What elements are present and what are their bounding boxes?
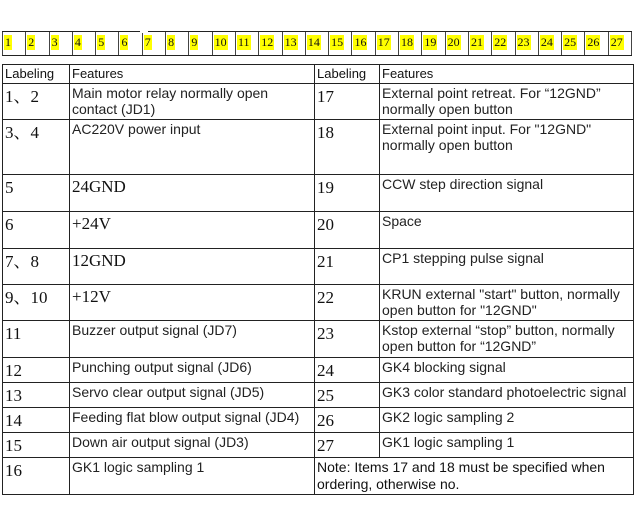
terminal-pin [258, 32, 281, 55]
terminal-pin [142, 32, 165, 55]
terminal-pin-number: 3 [51, 35, 58, 49]
terminal-pin [538, 32, 561, 55]
terminal-pin [468, 32, 491, 55]
right-label-cell: 27 [315, 433, 380, 458]
left-label-cell: 14 [3, 408, 70, 433]
strip-gap [140, 23, 148, 33]
terminal-pin [515, 32, 538, 55]
left-feature-cell: +24V [70, 212, 315, 249]
left-feature-cell: GK1 logic sampling 1 [70, 458, 315, 495]
table-header-row [3, 65, 634, 84]
terminal-pin-number: 19 [424, 35, 437, 49]
left-feature-cell: +12V [70, 285, 315, 321]
right-label-cell: 25 [315, 383, 380, 408]
table-row [3, 175, 634, 212]
terminal-pin-number: 8 [168, 35, 175, 49]
terminal-pin-number: 24 [540, 35, 553, 49]
terminal-pin-number: 9 [191, 35, 198, 49]
terminal-pin [421, 32, 444, 55]
right-label-cell: 22 [315, 285, 380, 321]
header-right-label: Labeling [315, 65, 380, 84]
terminal-pin [2, 32, 25, 55]
right-feature-cell: GK3 color standard photoelectric signal [380, 383, 634, 408]
table-row [3, 84, 634, 120]
terminal-pin [49, 32, 72, 55]
left-feature-cell: Feeding flat blow output signal (JD4) [70, 408, 315, 433]
right-feature-cell: External point input. For "12GND" normally open button [380, 120, 634, 175]
left-label-cell: 11 [3, 321, 70, 358]
terminal-pin [72, 32, 95, 55]
terminal-pin [584, 32, 607, 55]
terminal-pin [235, 32, 258, 55]
terminal-pin [188, 32, 211, 55]
right-label-cell: 20 [315, 212, 380, 249]
terminal-pin-number: 15 [331, 35, 344, 49]
table-row [3, 408, 634, 433]
terminal-pin-number: 21 [470, 35, 483, 49]
table-row [3, 285, 634, 321]
left-label-cell: 1、2 [3, 84, 70, 120]
table-row [3, 433, 634, 458]
terminal-pin-number: 6 [121, 35, 128, 49]
left-label-cell: 3、4 [3, 120, 70, 175]
terminal-pin-number: 5 [98, 35, 105, 49]
terminal-pin [398, 32, 421, 55]
right-label-cell: 24 [315, 358, 380, 383]
right-label-cell: 21 [315, 249, 380, 285]
right-feature-cell: Space [380, 212, 634, 249]
left-feature-cell: Down air output signal (JD3) [70, 433, 315, 458]
header-left-label: Labeling [3, 65, 70, 84]
right-label-cell: 19 [315, 175, 380, 212]
right-feature-cell: GK4 blocking signal [380, 358, 634, 383]
left-feature-cell: 12GND [70, 249, 315, 285]
terminal-pin [351, 32, 374, 55]
terminal-pin-number: 18 [401, 35, 414, 49]
terminal-pin [375, 32, 398, 55]
right-feature-cell: GK1 logic sampling 1 [380, 433, 634, 458]
terminal-pin [25, 32, 48, 55]
left-label-cell: 12 [3, 358, 70, 383]
left-feature-cell: AC220V power input [70, 120, 315, 175]
table-row [3, 120, 634, 175]
terminal-pin-number: 27 [610, 35, 623, 49]
table-row [3, 321, 634, 358]
terminal-pin-number: 23 [517, 35, 530, 49]
terminal-pin [118, 32, 141, 55]
left-feature-cell: Punching output signal (JD6) [70, 358, 315, 383]
terminal-pin-number: 14 [307, 35, 320, 49]
terminal-pin-number: 1 [5, 35, 11, 49]
table-row [3, 249, 634, 285]
left-label-cell: 13 [3, 383, 70, 408]
terminal-pin-number: 4 [74, 35, 81, 49]
terminal-pin-number: 25 [564, 35, 577, 49]
terminal-pin [95, 32, 118, 55]
terminal-pin-number: 13 [284, 35, 297, 49]
left-label-cell: 5 [3, 175, 70, 212]
right-label-cell: 17 [315, 84, 380, 120]
right-feature-cell: Kstop external “stop” button, normally open button for “12GND” [380, 321, 634, 358]
right-label-cell: 23 [315, 321, 380, 358]
terminal-strip [2, 31, 632, 56]
right-feature-cell: External point retreat. For “12GND” normally open button [380, 84, 634, 120]
right-feature-cell: KRUN external "start" button, normally open button for "12GND" [380, 285, 634, 321]
table-row [3, 212, 634, 249]
pin-function-table [2, 64, 634, 495]
table-row-last [3, 458, 634, 495]
header-right-features: Features [380, 65, 634, 84]
left-label-cell: 15 [3, 433, 70, 458]
terminal-pin [305, 32, 328, 55]
terminal-pin-number: 16 [354, 35, 367, 49]
terminal-pin-number: 7 [144, 35, 151, 49]
terminal-pin-number: 2 [28, 35, 35, 49]
left-label-cell: 9、10 [3, 285, 70, 321]
ordering-note: Note: Items 17 and 18 must be specified when ordering, otherwise no. [315, 458, 634, 495]
left-feature-cell: Servo clear output signal (JD5) [70, 383, 315, 408]
table-row [3, 358, 634, 383]
terminal-pin-number: 11 [237, 35, 250, 49]
terminal-pin-number: 12 [261, 35, 274, 49]
terminal-pin [491, 32, 514, 55]
terminal-pin-number: 10 [214, 35, 227, 49]
terminal-pin [165, 32, 188, 55]
right-label-cell: 26 [315, 408, 380, 433]
left-label-cell: 16 [3, 458, 70, 495]
terminal-pin-number: 20 [447, 35, 460, 49]
terminal-pin-number: 22 [494, 35, 507, 49]
terminal-pin [608, 32, 632, 55]
terminal-pin [445, 32, 468, 55]
terminal-pin-number: 17 [377, 35, 390, 49]
terminal-pin [561, 32, 584, 55]
header-left-features: Features [70, 65, 315, 84]
left-feature-cell: Main motor relay normally open contact (JD1) [70, 84, 315, 120]
terminal-pin [282, 32, 305, 55]
left-label-cell: 7、8 [3, 249, 70, 285]
right-feature-cell: GK2 logic sampling 2 [380, 408, 634, 433]
terminal-pin-number: 26 [587, 35, 600, 49]
terminal-pin [212, 32, 235, 55]
right-label-cell: 18 [315, 120, 380, 175]
right-feature-cell: CCW step direction signal [380, 175, 634, 212]
left-feature-cell: 24GND [70, 175, 315, 212]
terminal-pin [328, 32, 351, 55]
left-label-cell: 6 [3, 212, 70, 249]
right-feature-cell: CP1 stepping pulse signal [380, 249, 634, 285]
table-row [3, 383, 634, 408]
left-feature-cell: Buzzer output signal (JD7) [70, 321, 315, 358]
